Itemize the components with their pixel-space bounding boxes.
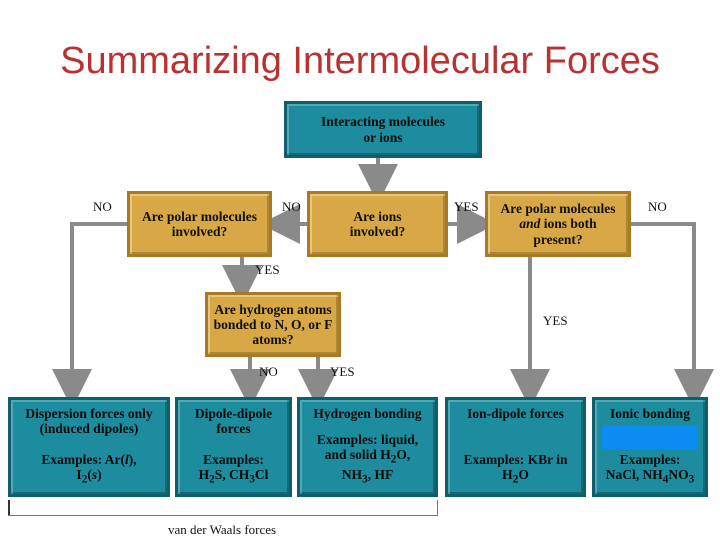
highlight-block — [602, 425, 698, 449]
vdw-bracket — [8, 500, 438, 516]
label-no-right: NO — [648, 199, 667, 214]
outcome-dipole-head: Dipole-dipole forces — [194, 406, 273, 437]
node-start — [284, 101, 482, 158]
outcome-dipole — [175, 397, 292, 497]
node-polar-ions-label: Are polar molecules and ions both present? — [500, 201, 616, 247]
label-no-left: NO — [93, 199, 112, 214]
node-hbond-question — [205, 292, 341, 357]
outcome-dipole-examples: Examples: $H_2S$, $CH_3Cl$ — [198, 451, 269, 486]
label-no-mid: NO — [282, 199, 301, 214]
outcome-hbonding-head: Hydrogen bonding — [313, 406, 422, 421]
node-polar-question — [127, 191, 272, 257]
outcome-iondipole-head: Ion-dipole forces — [467, 406, 564, 421]
label-no-hbond: NO — [259, 364, 278, 379]
node-hbond-label: Are hydrogen atoms bonded to N, O, or F atoms? — [213, 301, 333, 348]
outcome-hbonding-examples: Examples: liquid, and solid $H_2O$, $NH_3$, HF — [316, 432, 419, 486]
node-ions-label: Are ions involved? — [349, 208, 406, 239]
outcome-dispersion-head: Dispersion forces only (induced dipoles) — [25, 406, 153, 437]
arrow-polar-to-dispersion — [72, 224, 128, 389]
node-polar-label: Are polar molecules involved? — [142, 208, 257, 239]
label-yes-mid: YES — [454, 199, 479, 214]
node-polar-ions-question — [485, 191, 631, 257]
outcome-iondipole — [445, 397, 586, 497]
vdw-label: van der Waals forces — [168, 522, 277, 537]
label-yes-right: YES — [543, 313, 568, 328]
node-start-label: Interacting molecules or ions — [320, 114, 446, 145]
outcome-dispersion — [8, 397, 170, 497]
vdw-bracket-tick — [8, 500, 10, 515]
arrow-polarions-to-ionic — [631, 224, 694, 389]
outcome-iondipole-examples: Examples: KBr in $H_2O$ — [463, 451, 568, 486]
outcome-hbonding — [297, 397, 438, 497]
node-ions-question — [307, 191, 448, 257]
outcome-ionic-head: Ionic bonding — [610, 406, 690, 421]
outcome-ionic-examples: Examples: NaCl, $NH_4NO_3$ — [605, 451, 695, 486]
outcome-dispersion-examples: Examples: Ar(l), $I_2(s)$ — [41, 451, 137, 486]
page-title: Summarizing Intermolecular Forces — [60, 40, 660, 82]
label-yes-hbond: YES — [330, 364, 355, 379]
label-yes-polar: YES — [255, 262, 280, 277]
